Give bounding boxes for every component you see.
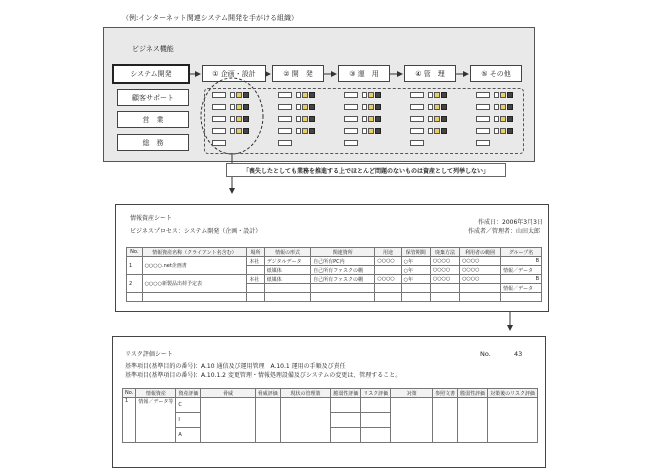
folder-icon <box>500 116 506 122</box>
table-cell: ○○○○ <box>375 257 401 266</box>
disk-icon <box>243 128 249 134</box>
disk-icon <box>441 92 447 98</box>
col-header: 用途 <box>375 248 401 257</box>
table-cell: ○年 <box>401 275 430 284</box>
asset-box-icon <box>476 116 490 122</box>
asset-box-icon <box>410 140 424 146</box>
table-cell <box>391 398 433 443</box>
table-cell: A <box>176 428 201 443</box>
asset-box-icon <box>476 128 490 134</box>
asset-box-icon <box>410 128 424 134</box>
col-header: グループ名 <box>500 248 541 257</box>
table-cell: デジタルデータ <box>264 257 310 266</box>
col-header: 廃棄方法 <box>430 248 459 257</box>
table-cell: ○○○○ <box>430 266 459 275</box>
table-cell <box>361 428 391 443</box>
table-cell <box>247 293 265 302</box>
stage-management: ④ 管 理 <box>404 65 456 82</box>
folder-icon <box>302 104 308 110</box>
table-cell <box>331 398 361 413</box>
table-cell <box>375 293 401 302</box>
asset-box-icon <box>212 140 226 146</box>
table-cell <box>401 293 430 302</box>
disk-icon <box>507 104 513 110</box>
caption: （例:インターネット関連システム開発を手がける組織） <box>122 14 299 22</box>
exclusion-note: 「喪失したとしても業務を推進する上でほとんど問題のないものは資産として列挙しない」 <box>226 163 506 177</box>
asset-sheet-title: 情報資産シート <box>130 215 173 222</box>
disk-icon <box>375 92 381 98</box>
table-cell: 情報／データ <box>500 266 541 275</box>
disk-icon <box>441 128 447 134</box>
business-function-customer-support: 顧客サポート <box>117 89 189 106</box>
asset-box-icon <box>212 116 226 122</box>
table-cell: 自己所有ファスクの棚 <box>311 266 375 275</box>
col-header: リスク評価 <box>361 389 391 398</box>
table-cell: ○○○○ <box>375 275 401 284</box>
folder-icon <box>302 92 308 98</box>
document-icon <box>362 92 367 98</box>
disk-icon <box>507 92 513 98</box>
asset-box-icon <box>410 104 424 110</box>
asset-box-icon <box>344 92 358 98</box>
folder-icon <box>500 92 506 98</box>
business-function-title: ビジネス機能 <box>132 45 174 53</box>
table-cell: C <box>176 398 201 413</box>
folder-icon <box>368 92 374 98</box>
disk-icon <box>441 116 447 122</box>
risk-criteria-2-label: 基準項目(基準項目の番号) <box>125 372 196 379</box>
table-cell: ○○○○.net企画書 <box>142 257 247 275</box>
folder-icon <box>368 128 374 134</box>
disk-icon <box>243 92 249 98</box>
table-cell <box>488 398 538 443</box>
table-cell <box>280 398 331 443</box>
col-header: 脆弱性評価 <box>331 389 361 398</box>
disk-icon <box>309 116 315 122</box>
document-icon <box>362 128 367 134</box>
asset-sheet-process: ビジネスプロセス：システム開発（企画・設計） <box>130 228 262 235</box>
asset-box-icon <box>212 128 226 134</box>
table-cell <box>247 284 265 293</box>
business-function-system-dev: システム開発 <box>112 64 190 84</box>
asset-box-icon <box>344 104 358 110</box>
disk-icon <box>375 104 381 110</box>
stage-other: ⑤ その他 <box>470 65 522 82</box>
table-cell <box>500 293 541 302</box>
table-cell: ○○○○ <box>460 266 501 275</box>
asset-box-icon <box>476 92 490 98</box>
asset-box-icon <box>344 140 358 146</box>
table-cell <box>361 398 391 413</box>
asset-box-icon <box>278 104 292 110</box>
table-cell <box>264 293 310 302</box>
document-icon <box>494 92 499 98</box>
table-cell <box>311 293 375 302</box>
folder-icon <box>302 116 308 122</box>
folder-icon <box>236 92 242 98</box>
col-header: 対策後のリスク評価 <box>488 389 538 398</box>
table-cell <box>460 284 501 293</box>
table-cell <box>430 284 459 293</box>
asset-box-icon <box>278 92 292 98</box>
table-cell <box>264 284 310 293</box>
asset-sheet-author: 作成者／管理者：山田太郎 <box>468 228 541 235</box>
col-header: 現状の管理策 <box>280 389 331 398</box>
table-cell: 情報／データ等 <box>136 398 176 443</box>
document-icon <box>296 128 301 134</box>
table-cell <box>201 398 255 443</box>
table-cell: ○○○○ <box>430 275 459 284</box>
table-cell <box>430 293 459 302</box>
stage-operation: ③ 運 用 <box>338 65 390 82</box>
asset-box-icon <box>410 92 424 98</box>
table-cell: 紙媒体 <box>264 275 310 284</box>
col-header: 関連資所 <box>311 248 375 257</box>
table-cell: ○年 <box>401 257 430 266</box>
asset-box-icon <box>476 104 490 110</box>
table-cell: ○○○○ <box>460 275 501 284</box>
table-cell <box>460 293 501 302</box>
col-header: 対策 <box>391 389 433 398</box>
folder-icon <box>302 128 308 134</box>
document-icon <box>296 116 301 122</box>
document-icon <box>230 116 235 122</box>
table-cell: B <box>500 257 541 266</box>
table-cell <box>247 266 265 275</box>
table-cell <box>458 398 488 443</box>
folder-icon <box>434 128 440 134</box>
table-cell <box>255 398 280 443</box>
document-icon <box>362 116 367 122</box>
col-header: 脅威評価 <box>255 389 280 398</box>
disk-icon <box>309 128 315 134</box>
disk-icon <box>309 104 315 110</box>
col-header: No. <box>127 248 143 257</box>
document-icon <box>494 116 499 122</box>
table-cell <box>361 413 391 428</box>
table-cell <box>433 398 458 443</box>
col-header: 情報資産 <box>136 389 176 398</box>
disk-icon <box>375 116 381 122</box>
risk-criteria-1: ：A.10 通信及び運用管理 A.10.1 運用の手順及び責任 <box>195 363 346 370</box>
col-header: 利用者の範囲 <box>460 248 501 257</box>
asset-box-icon <box>278 128 292 134</box>
asset-box-icon <box>212 92 226 98</box>
table-cell: B <box>500 275 541 284</box>
asset-table <box>126 247 542 302</box>
table-cell: 情報／データ <box>500 284 541 293</box>
document-icon <box>296 92 301 98</box>
table-cell: I <box>176 413 201 428</box>
col-header: 脅威 <box>201 389 255 398</box>
document-icon <box>230 128 235 134</box>
asset-box-icon <box>410 116 424 122</box>
risk-sheet-title: リスク評価シート <box>125 351 173 358</box>
risk-sheet-no: 43 <box>514 350 523 358</box>
document-icon <box>230 92 235 98</box>
asset-sheet-created: 作成日：2006年3月3日 <box>478 219 543 226</box>
risk-criteria-2: ：A.10.1.2 変更管理・情報処理設備及びシステムの変更は、管理すること。 <box>195 372 402 379</box>
document-icon <box>428 104 433 110</box>
table-cell: ○○○○ <box>460 257 501 266</box>
asset-box-icon <box>278 140 292 146</box>
table-cell <box>127 293 143 302</box>
folder-icon <box>236 116 242 122</box>
table-cell: 1 <box>127 257 143 275</box>
col-header: 参照文書 <box>433 389 458 398</box>
col-header: 資産評価 <box>176 389 201 398</box>
col-header: 脆弱性評価 <box>458 389 488 398</box>
table-cell: 紙媒体 <box>264 266 310 275</box>
business-function-sales: 営 業 <box>117 111 189 128</box>
asset-box-icon <box>344 116 358 122</box>
disk-icon <box>243 116 249 122</box>
folder-icon <box>500 128 506 134</box>
col-header: 情報資産名称（クライアント名含む） <box>142 248 247 257</box>
table-cell: ○年 <box>401 266 430 275</box>
risk-table <box>122 388 538 443</box>
table-cell <box>142 293 247 302</box>
table-cell <box>375 284 401 293</box>
table-cell <box>401 284 430 293</box>
document-icon <box>494 128 499 134</box>
disk-icon <box>507 116 513 122</box>
col-header: 保管期間 <box>401 248 430 257</box>
document-icon <box>428 128 433 134</box>
asset-box-icon <box>476 140 490 146</box>
col-header: 情報の形式 <box>264 248 310 257</box>
document-icon <box>362 104 367 110</box>
table-cell <box>375 266 401 275</box>
table-cell: 1 <box>123 398 136 443</box>
table-cell <box>331 428 361 443</box>
col-header: No. <box>123 389 136 398</box>
folder-icon <box>500 104 506 110</box>
folder-icon <box>434 92 440 98</box>
disk-icon <box>243 104 249 110</box>
asset-box-icon <box>278 116 292 122</box>
asset-box-icon <box>344 128 358 134</box>
stage-planning: ① 企画・設計 <box>202 65 266 82</box>
folder-icon <box>236 104 242 110</box>
table-cell: ○○○○新製品出荷予定表 <box>142 275 247 293</box>
col-header: 場所 <box>247 248 265 257</box>
folder-icon <box>434 104 440 110</box>
table-cell: 本社 <box>247 275 265 284</box>
stage-development: ② 開 発 <box>272 65 324 82</box>
document-icon <box>428 92 433 98</box>
folder-icon <box>368 104 374 110</box>
table-cell <box>331 413 361 428</box>
table-cell: 2 <box>127 275 143 293</box>
risk-criteria-1-label: 基準項目(基準目的の番号) <box>125 363 196 370</box>
disk-icon <box>441 104 447 110</box>
document-icon <box>494 104 499 110</box>
table-cell <box>311 284 375 293</box>
disk-icon <box>507 128 513 134</box>
table-cell: 自己所有PC内 <box>311 257 375 266</box>
disk-icon <box>375 128 381 134</box>
table-cell: ○○○○ <box>430 257 459 266</box>
document-icon <box>428 116 433 122</box>
folder-icon <box>236 128 242 134</box>
risk-sheet-no-label: No. <box>480 350 491 358</box>
folder-icon <box>434 116 440 122</box>
table-cell: 自己所有ファスクの棚 <box>311 275 375 284</box>
document-icon <box>296 104 301 110</box>
business-function-general-affairs: 総 務 <box>117 134 189 151</box>
folder-icon <box>368 116 374 122</box>
document-icon <box>230 104 235 110</box>
asset-box-icon <box>212 104 226 110</box>
disk-icon <box>309 92 315 98</box>
table-cell: 本社 <box>247 257 265 266</box>
